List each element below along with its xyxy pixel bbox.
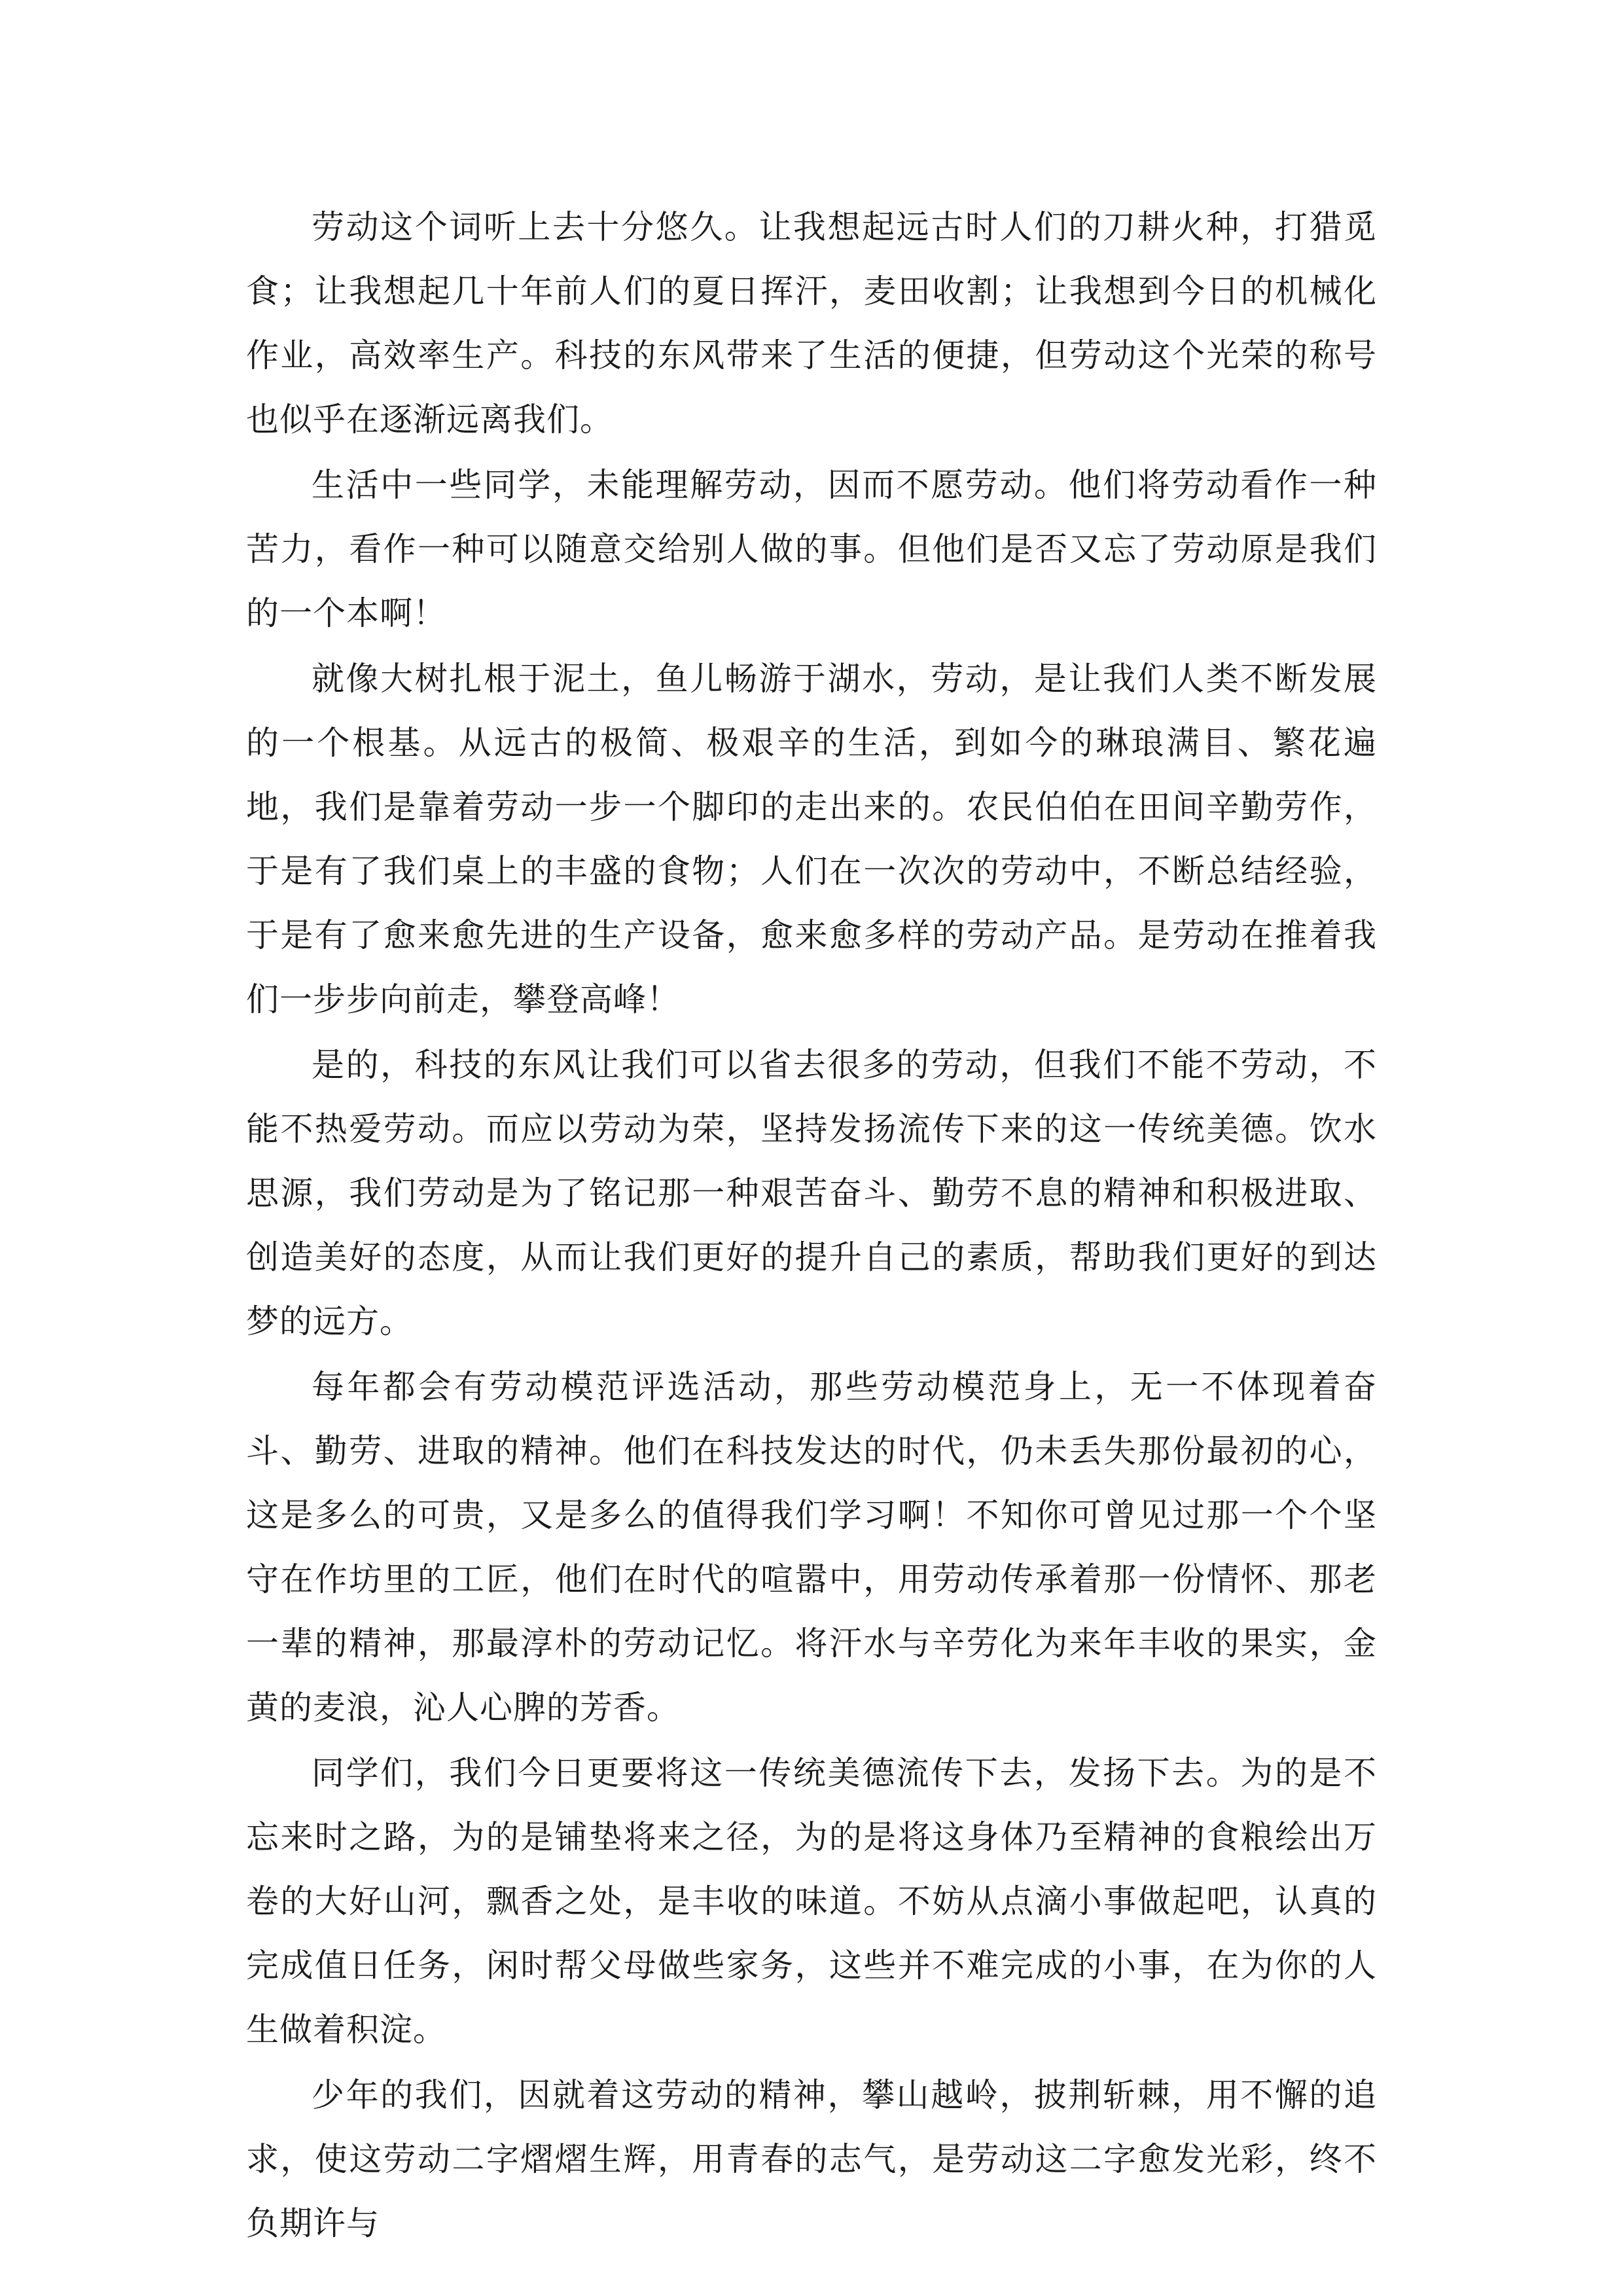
paragraph-3: 就像大树扎根于泥土，鱼儿畅游于湖水，劳动，是让我们人类不断发展的一个根基。从远古的极简、极艰辛的生活，到如今的琳琅满目、繁花遍地，我们是靠着劳动一步一个脚印的走出来的。农民伯伯在田间辛勤劳作，于是有了我们桌上的丰盛的食物；人们在一次次的劳动中，不断总结经验，于是有了愈来愈先进的生产设备，愈来愈多样的劳动产品。是劳动在推着我们一步步向前走，攀登高峰！ [246, 660, 1377, 1018]
paragraph-2: 生活中一些同学，未能理解劳动，因而不愿劳动。他们将劳动看作一种苦力，看作一种可以随意交给别人做的事。但他们是否又忘了劳动原是我们的一个本啊！ [246, 466, 1377, 632]
paragraph-6: 同学们，我们今日更要将这一传统美德流传下去，发扬下去。为的是不忘来时之路，为的是铺垫将来之径，为的是将这身体乃至精神的食粮绘出万卷的大好山河，飘香之处，是丰收的味道。不妨从点滴小事做起吧，认真的完成值日任务，闲时帮父母做些家务，这些并不难完成的小事，在为你的人生做着积淀。 [246, 1754, 1377, 2049]
paragraph-4: 是的，科技的东风让我们可以省去很多的劳动，但我们不能不劳动，不能不热爱劳动。而应以劳动为荣，坚持发扬流传下来的这一传统美德。饮水思源，我们劳动是为了铭记那一种艰苦奋斗、勤劳不息的精神和积极进取、创造美好的态度，从而让我们更好的提升自己的素质，帮助我们更好的到达梦的远方。 [246, 1046, 1377, 1340]
document-body [246, 195, 1377, 2257]
paragraph-1: 劳动这个词听上去十分悠久。让我想起远古时人们的刀耕火种，打猎觅食；让我想起几十年前人们的夏日挥汗，麦田收割；让我想到今日的机械化作业，高效率生产。科技的东风带来了生活的便捷，但劳动这个光荣的称号也似乎在逐渐远离我们。 [246, 208, 1377, 439]
paragraph-5: 每年都会有劳动模范评选活动，那些劳动模范身上，无一不体现着奋斗、勤劳、进取的精神。他们在科技发达的时代，仍未丢失那份最初的心，这是多么的可贵，又是多么的值得我们学习啊！不知你可曾见过那一个个坚守在作坊里的工匠，他们在时代的喧嚣中，用劳动传承着那一份情怀、那老一辈的精神，那最淳朴的劳动记忆。将汗水与辛劳化为来年丰收的果实，金黄的麦浪，沁人心脾的芳香。 [246, 1368, 1377, 1727]
paragraph-7: 少年的我们，因就着这劳动的精神，攀山越岭，披荆斩棘，用不懈的追求，使这劳动二字熠熠生辉，用青春的志气，是劳动这二字愈发光彩，终不负期许与 [246, 2076, 1377, 2242]
